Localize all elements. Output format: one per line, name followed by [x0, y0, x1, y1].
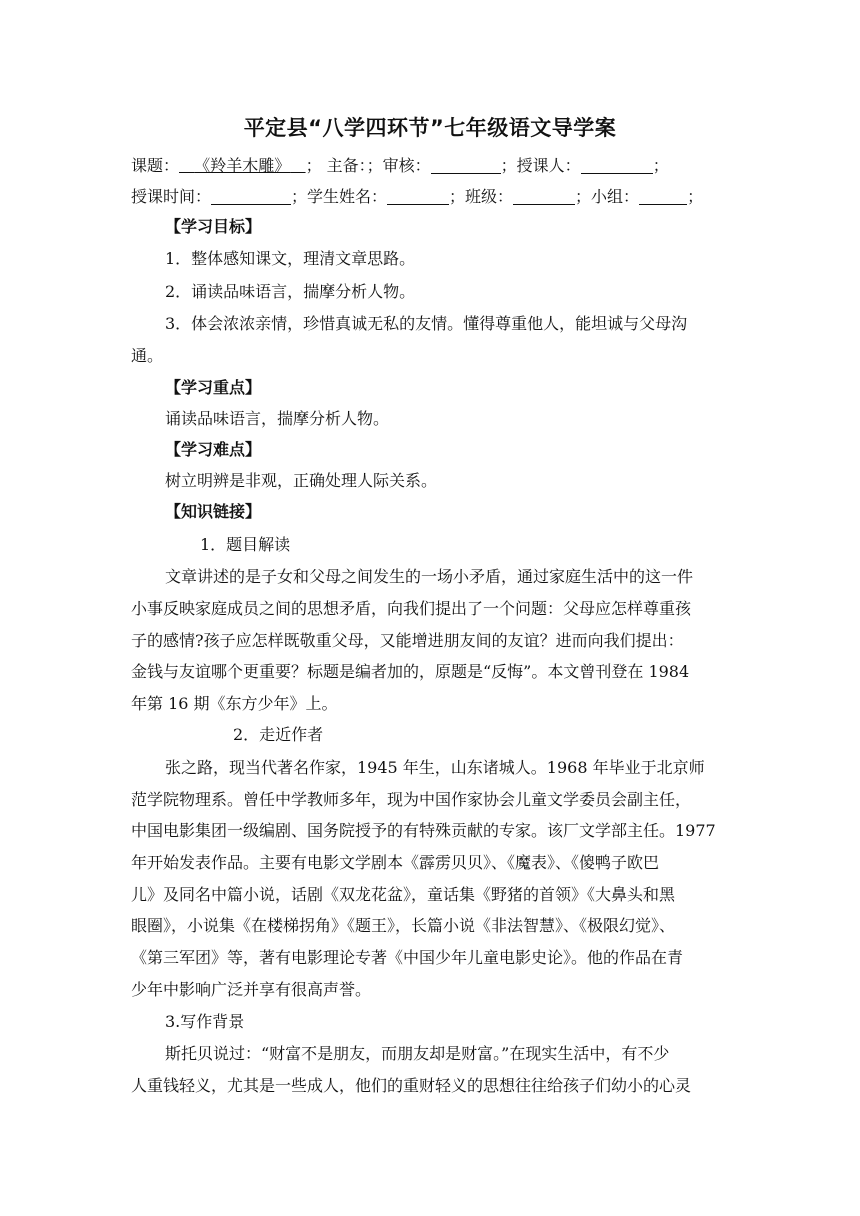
- reviewer-blank[interactable]: [431, 155, 501, 174]
- paragraph-line: 范学院物理系。曾任中学教师多年，现为中国作家协会儿童文学委员会副主任，: [131, 790, 692, 809]
- time-blank[interactable]: [211, 186, 291, 205]
- topic-label: 课题：: [131, 156, 180, 175]
- teacher-sep: ；: [652, 156, 669, 175]
- group-blank[interactable]: [639, 186, 687, 205]
- difficulty-heading: 【学习难点】: [165, 440, 262, 459]
- goal-item: 1．整体感知课文，理清文章思路。: [165, 249, 416, 268]
- links-heading: 【知识链接】: [165, 502, 262, 521]
- class-blank[interactable]: [513, 186, 575, 205]
- paragraph-line: 斯托贝说过：“财富不是朋友，而朋友却是财富。”在现实生活中，有不少: [165, 1044, 670, 1063]
- topic-sep: ；: [305, 156, 322, 175]
- header-line-1: [131, 155, 731, 177]
- teacher-blank[interactable]: [581, 155, 653, 174]
- paragraph-line: 儿》及同名中篇小说，话剧《双龙花盆》，童话集《野猪的首领》《大鼻头和黑: [131, 885, 676, 904]
- paragraph-line: 少年中影响广泛并享有很高声誉。: [131, 980, 372, 999]
- goals-heading: 【学习目标】: [165, 217, 262, 236]
- paragraph-line: 《第三军团》等，著有电影理论专著《中国少年儿童电影史论》。他的作品在青: [131, 948, 684, 967]
- paragraph-line: 年开始发表作品。主要有电影文学剧本《霹雳贝贝》、《魔表》、《傻鸭子欧巴: [131, 853, 660, 872]
- paragraph-line: 中国电影集团一级编剧、国务院授予的有特殊贡献的专家。该厂文学部主任。1977: [131, 821, 716, 840]
- time-label: 授课时间：: [131, 187, 212, 206]
- paragraph-line: 小事反映家庭成员之间的思想矛盾，向我们提出了一个问题：父母应怎样尊重孩: [131, 599, 692, 618]
- student-label: ；学生姓名：: [291, 187, 388, 206]
- paragraph-line: 人重钱轻义，尤其是一些成人，他们的重财轻义的思想往往给孩子们幼小的心灵: [131, 1076, 692, 1095]
- topic-value: 《羚羊木雕》: [194, 156, 291, 175]
- class-label: ；班级：: [449, 187, 514, 206]
- header-line-2: [131, 186, 731, 208]
- student-blank[interactable]: [387, 186, 449, 205]
- paragraph-line: 文章讲述的是子女和父母之间发生的一场小矛盾，通过家庭生活中的这一件: [165, 567, 694, 586]
- paragraph-line: 年第 16 期《东方少年》上。: [131, 694, 338, 713]
- paragraph-line: 子的感情?孩子应怎样既敬重父母，又能增进朋友间的友谊？进而向我们提出：: [131, 631, 684, 650]
- goal-item: 3．体会浓浓亲情，珍惜真诚无私的友情。懂得尊重他人，能坦诚与父母沟: [165, 314, 688, 333]
- difficulty-text: 树立明辨是非观，正确处理人际关系。: [165, 471, 438, 490]
- teacher-label: ；授课人：: [500, 156, 581, 175]
- focus-text: 诵读品味语言，揣摩分析人物。: [165, 409, 390, 428]
- document-title: 平定县“八学四环节”七年级语文导学案: [243, 116, 617, 140]
- paragraph-line: 张之路，现当代著名作家，1945 年生，山东诸城人。1968 年毕业于北京师: [165, 758, 705, 777]
- paragraph-line: 金钱与友谊哪个更重要？标题是编者加的，原题是“反悔”。本文曾刊登在 1984: [131, 662, 690, 681]
- subsection-title: 3.写作背景: [165, 1012, 245, 1031]
- subsection-title: 1．题目解读: [200, 535, 291, 554]
- end-sep: ；: [687, 187, 704, 206]
- subsection-title: 2．走近作者: [233, 725, 324, 744]
- focus-heading: 【学习重点】: [165, 378, 262, 397]
- main-prep-label: 主备：；审核：: [321, 156, 431, 175]
- goal-item: 2．诵读品味语言，揣摩分析人物。: [165, 282, 416, 301]
- group-label: ；小组：: [575, 187, 640, 206]
- goal-item-continued: 通。: [131, 346, 164, 365]
- paragraph-line: 眼圈》，小说集《在楼梯拐角》《题王》，长篇小说《非法智慧》、《极限幻觉》、: [131, 916, 676, 935]
